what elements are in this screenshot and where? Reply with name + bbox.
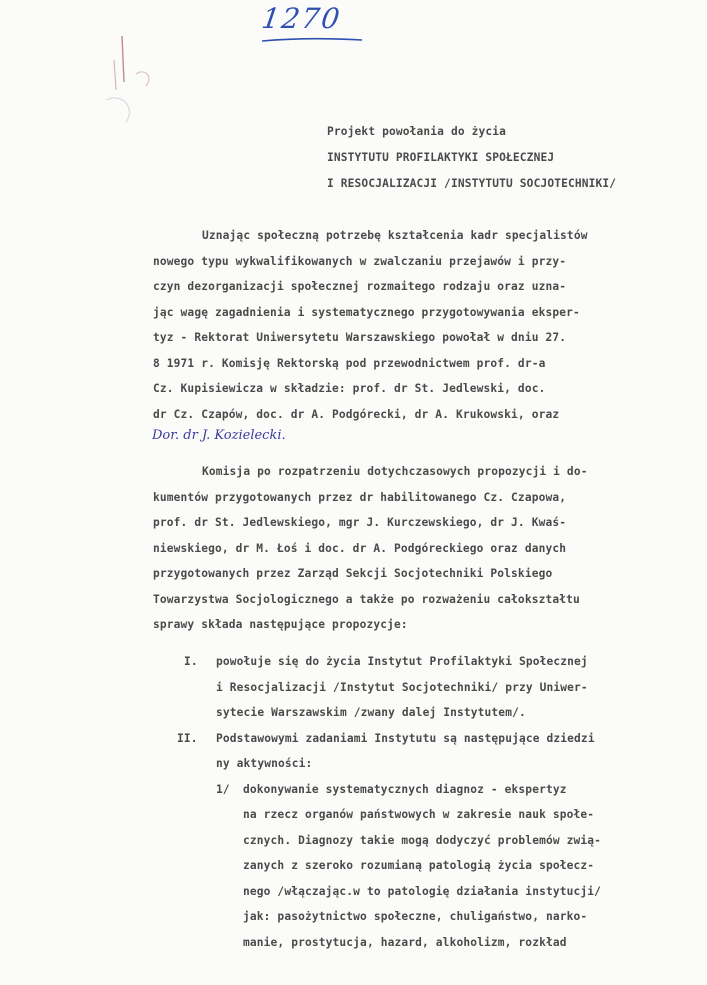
list-item-line: sytecie Warszawskim /zwany dalej Instytutem/. (216, 706, 526, 719)
header-line: I RESOCJALIZACJI /INSTYTUTU SOCJOTECHNIKI/ (327, 177, 617, 190)
list-numeral: 1/ (216, 783, 230, 796)
header-line: INSTYTUTU PROFILAKTYKI SPOŁECZNEJ (327, 151, 555, 164)
body-line: dr Cz. Czapów, doc. dr A. Podgórecki, dr A. Krukowski, oraz (153, 408, 560, 421)
list-item-line: zanych z szeroko rozumianą patologią życia społecz- (243, 859, 595, 872)
body-line: prof. dr St. Jedlewskiego, mgr J. Kurczewskiego, dr J. Kwaś- (153, 516, 567, 529)
body-line: Uznając społeczną potrzebę kształcenia kadr specjalistów (202, 229, 588, 242)
margin-pen-marks (96, 30, 176, 140)
list-item-line: jak: pasożytnictwo społeczne, chuligaństwo, narko- (243, 910, 588, 923)
list-item-line: powołuje się do życia Instytut Profilaktyki Społecznej (216, 655, 588, 668)
body-line: przygotowanych przez Zarząd Sekcji Socjotechniki Polskiego (153, 567, 553, 580)
handwritten-note: Dor. dr J. Kozielecki. (152, 428, 286, 443)
list-numeral: I. (184, 655, 198, 668)
body-line: tyz - Rektorat Uniwersytetu Warszawskiego powołał w dniu 27. (153, 331, 567, 344)
list-item-line: dokonywanie systematycznych diagnoz - ekspertyz (243, 783, 567, 796)
body-line: jąc wagę zagadnienia i systematycznego przygotowywania eksper- (153, 306, 580, 319)
list-numeral: II. (177, 732, 198, 745)
list-item-line: manie, prostytucja, hazard, alkoholizm, rozkład (243, 936, 567, 949)
body-line: 8 1971 r. Komisję Rektorską pod przewodnictwem prof. dr-a (153, 357, 546, 370)
page-number: 1270 (259, 2, 344, 35)
body-line: Cz. Kupisiewicza w składzie: prof. dr St. Jedlewski, doc. (153, 382, 546, 395)
body-line: nowego typu wykwalifikowanych w zwalczaniu przejawów i przy- (153, 255, 567, 268)
body-line: kumentów przygotowanych przez dr habilitowanego Cz. Czapowa, (153, 491, 567, 504)
page-number-underline (258, 36, 368, 44)
body-line: niewskiego, dr M. Łoś i doc. dr A. Podgóreckiego oraz danych (153, 542, 567, 555)
list-item-line: cznych. Diagnozy takie mogą dodyczyć problemów zwią- (243, 834, 602, 847)
list-item-line: Podstawowymi zadaniami Instytutu są następujące dziedzi (216, 732, 595, 745)
header-line: Projekt powołania do życia (327, 125, 507, 138)
list-item-line: nego /włączając.w to patologię działania instytucji/ (243, 885, 602, 898)
body-line: Komisja po rozpatrzeniu dotychczasowych propozycji i do- (202, 465, 588, 478)
list-item-line: ny aktywności: (216, 757, 313, 770)
body-line: czyn dezorganizacji społecznej rozmaitego rodzaju oraz uzna- (153, 280, 567, 293)
body-line: sprawy składa następujące propozycje: (153, 618, 408, 631)
list-item-line: i Resocjalizacji /Instytut Socjotechniki/ przy Uniwer- (216, 681, 588, 694)
list-item-line: na rzecz organów państwowych w zakresie nauk społe- (243, 808, 595, 821)
body-line: Towarzystwa Socjologicznego a także po rozważeniu całokształtu (153, 593, 580, 606)
